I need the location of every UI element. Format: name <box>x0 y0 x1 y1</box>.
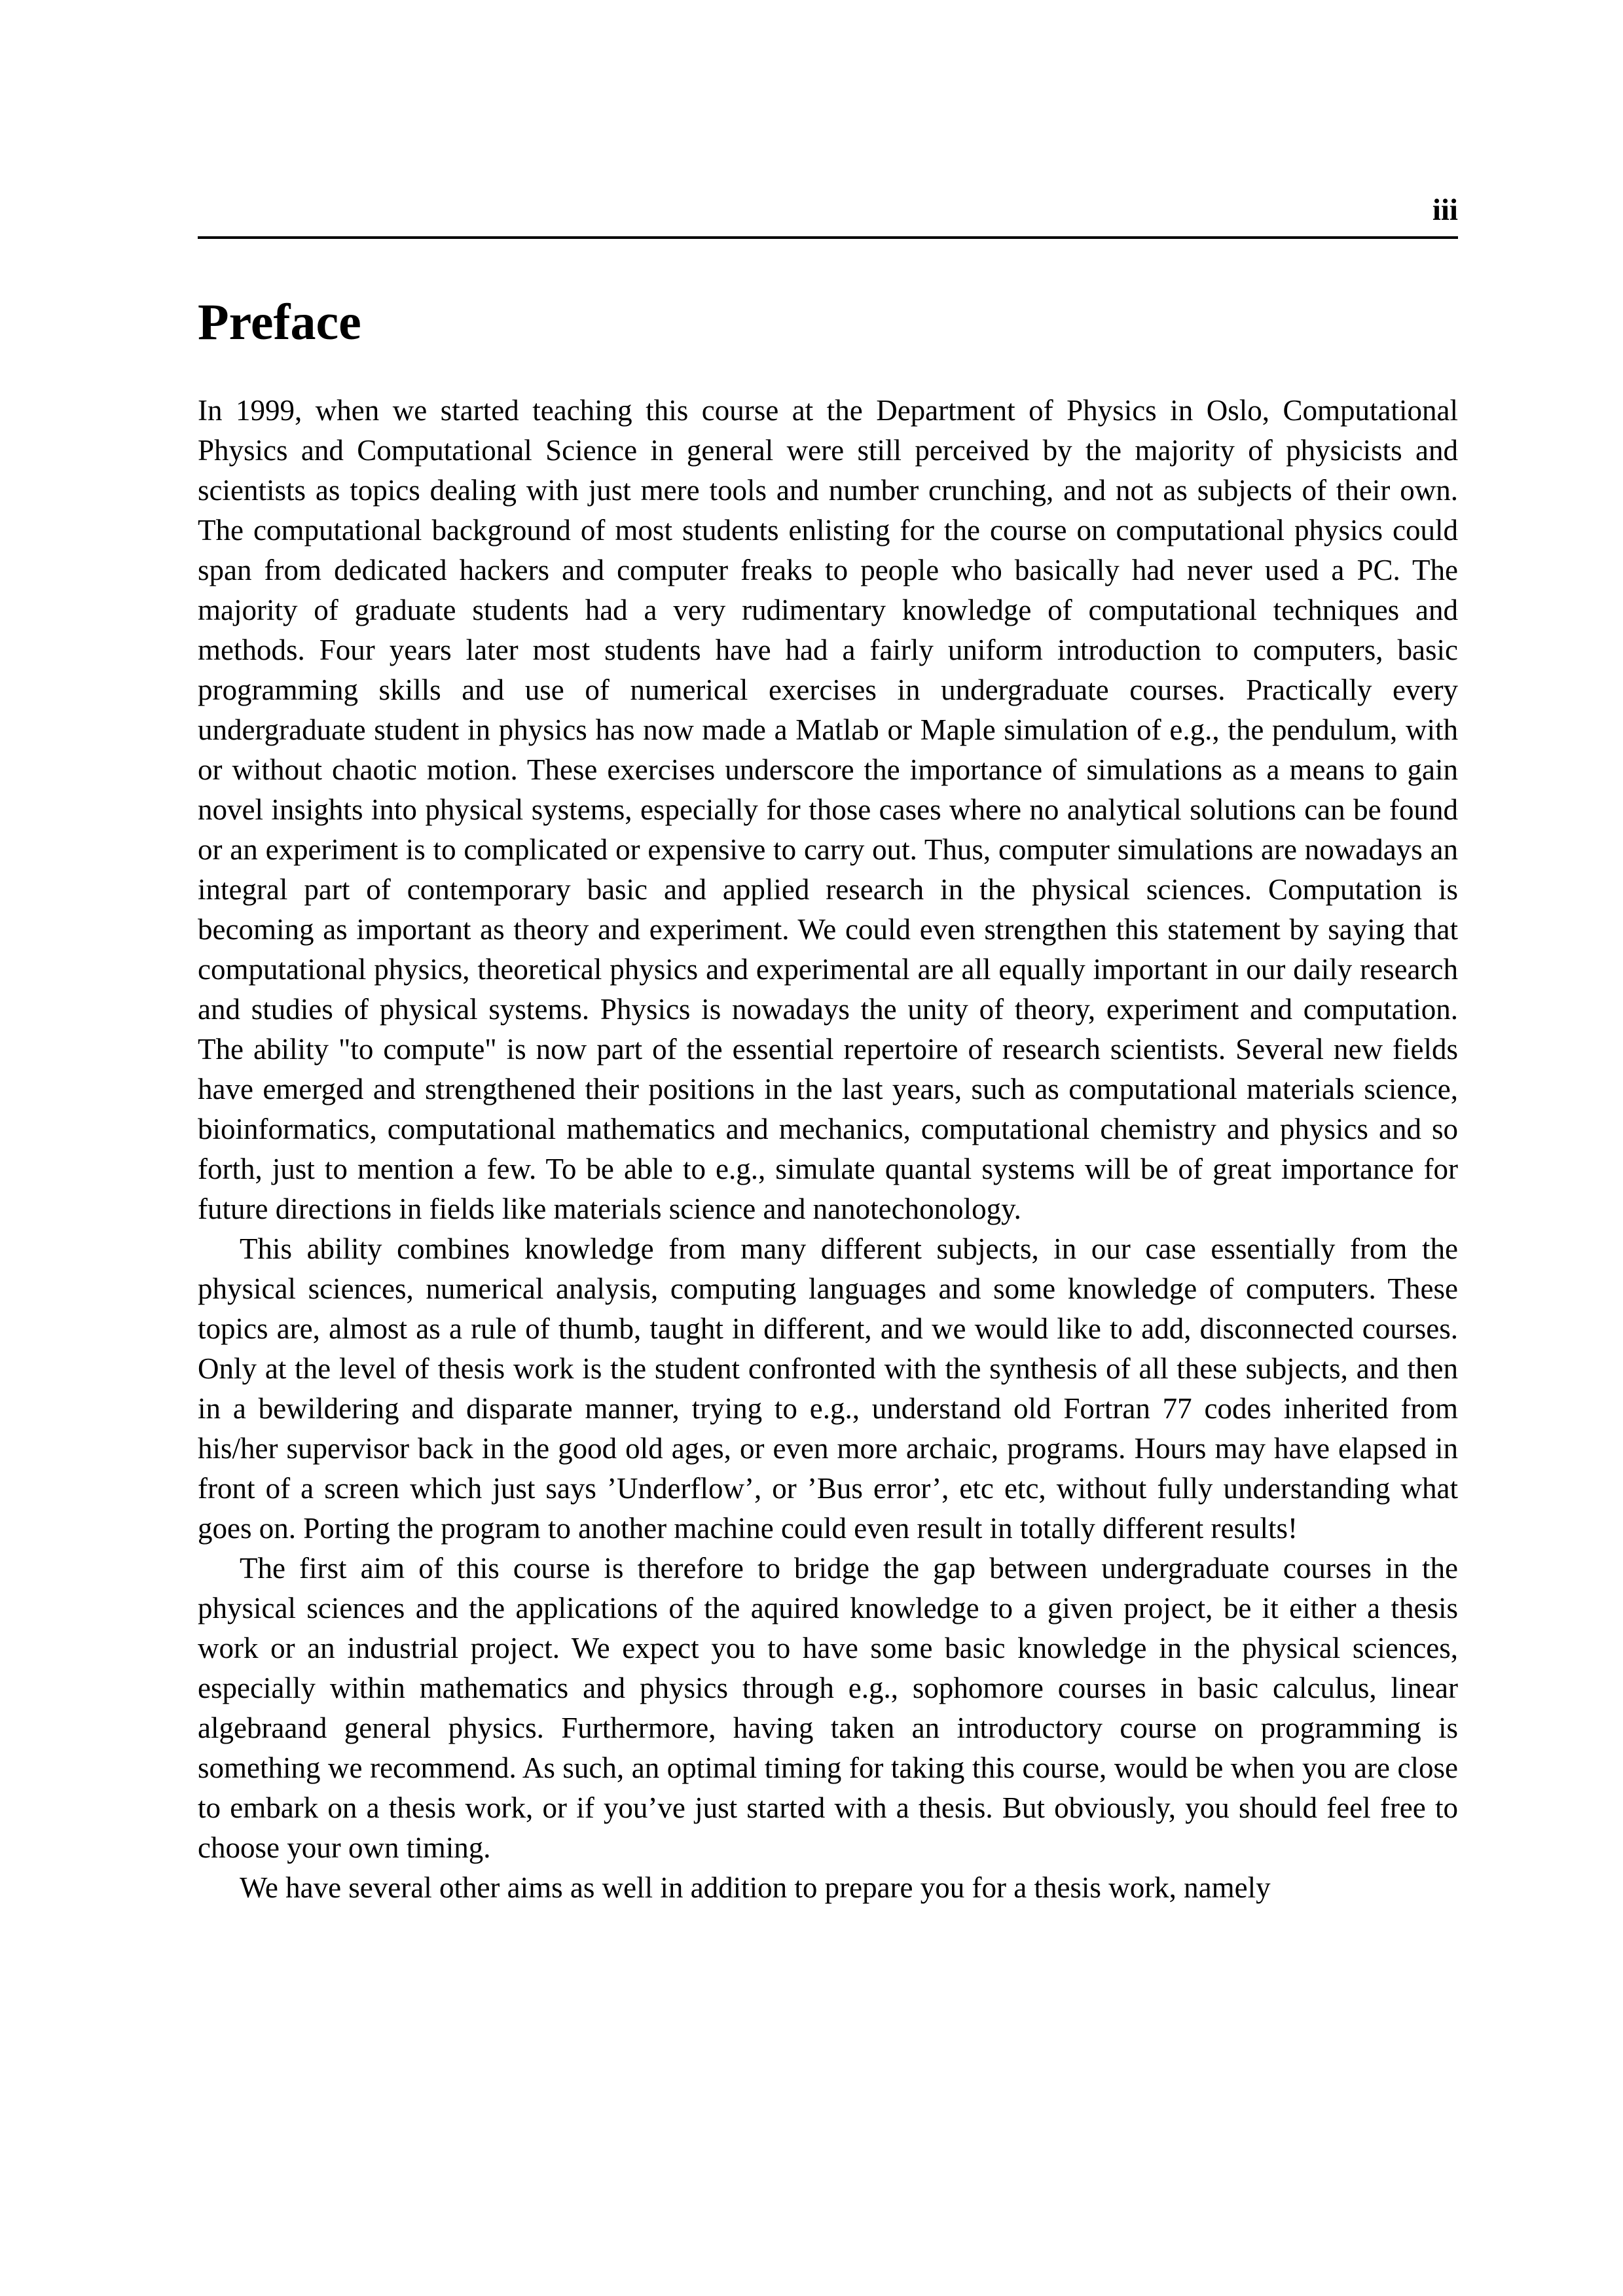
paragraph-1: In 1999, when we started teaching this course at the Department of Physics in Oslo, Computational Physics and Computational Science in general were still perceived by the majority of physicists and scientists as topics dealing with just mere tools and number crunching, and not as subjects of their own. The computational background of most students enlisting for the course on computational physics could span from dedicated hackers and computer freaks to people who basically had never used a PC. The majority of graduate students had a very rudimentary knowledge of computational techniques and methods. Four years later most students have had a fairly uniform introduction to computers, basic programming skills and use of numerical exercises in undergraduate courses. Practically every undergraduate student in physics has now made a Matlab or Maple simulation of e.g., the pendulum, with or without chaotic motion. These exercises underscore the importance of simulations as a means to gain novel insights into physical systems, especially for those cases where no analytical solutions can be found or an experiment is to complicated or expensive to carry out. Thus, computer simulations are nowadays an integral part of contemporary basic and applied research in the physical sciences. Computation is becoming as important as theory and experiment. We could even strengthen this statement by saying that computational physics, theoretical physics and experimental are all equally important in our daily research and studies of physical systems. Physics is nowadays the unity of theory, experiment and computation. The ability "to compute" is now part of the essential repertoire of research scientists. Several new fields have emerged and strengthened their positions in the last years, such as computational materials science, bioinformatics, computational mathematics and mechanics, computational chemistry and physics and so forth, just to mention a few. To be able to e.g., simulate quantal systems will be of great importance for future directions in fields like materials science and nanotechonology. <box>198 394 1458 1225</box>
body-text <box>198 391 1458 1908</box>
paragraph-4: We have several other aims as well in addition to prepare you for a thesis work, namely <box>240 1871 1271 1904</box>
page-header <box>198 195 1458 239</box>
page-content <box>198 195 1458 1908</box>
paragraph-3: The first aim of this course is therefore to bridge the gap between undergraduate courses in the physical sciences and the applications of the aquired knowledge to a given project, be it either a thesis work or an industrial project. We expect you to have some basic knowledge in the physical sciences, especially within mathematics and physics through e.g., sophomore courses in basic calculus, linear algebraand general physics. Furthermore, having taken an introductory course on programming is something we recommend. As such, an optimal timing for taking this course, would be when you are close to embark on a thesis work, or if you’ve just started with a thesis. But obviously, you should feel free to choose your own timing. <box>198 1552 1458 1864</box>
paragraph-2: This ability combines knowledge from many different subjects, in our case essentially from the physical sciences, numerical analysis, computing languages and some knowledge of computers. These topics are, almost as a rule of thumb, taught in different, and we would like to add, disconnected courses. Only at the level of thesis work is the student confronted with the synthesis of all these subjects, and then in a bewildering and disparate manner, trying to e.g., understand old Fortran 77 codes inherited from his/her supervisor back in the good old ages, or even more archaic, programs. Hours may have elapsed in front of a screen which just says ’Underflow’, or ’Bus error’, etc etc, without fully understanding what goes on. Porting the program to another machine could even result in totally different results! <box>198 1232 1458 1545</box>
page-number: iii <box>1432 193 1458 227</box>
page-title: Preface <box>198 293 361 350</box>
